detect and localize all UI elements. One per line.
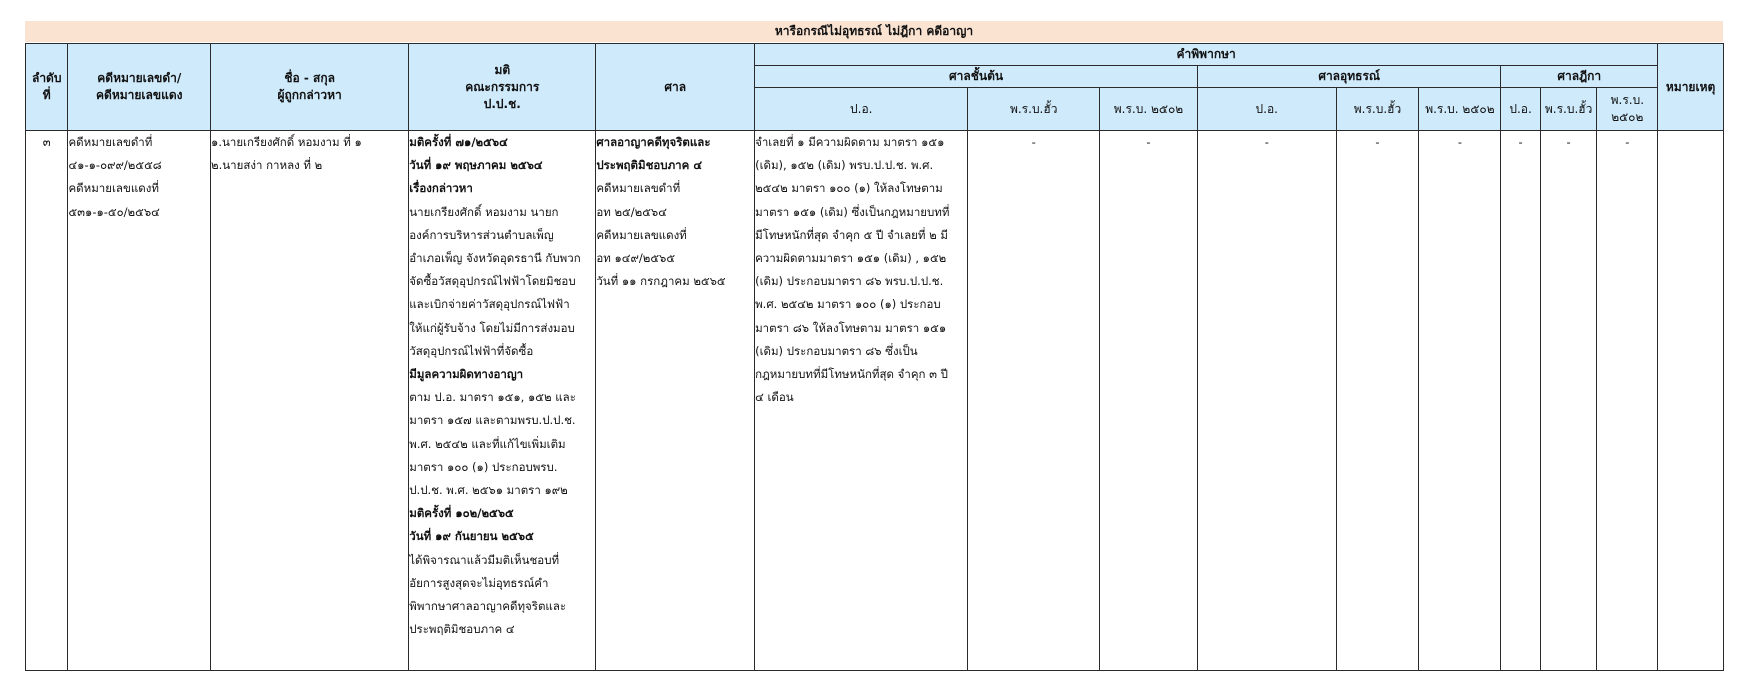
header-first-act-anti: พ.ร.บ.ฮั้ว (968, 88, 1099, 131)
resolution-date-1: วันที่ ๑๙ พฤษภาคม ๒๕๖๔ (409, 158, 543, 173)
header-nacc-resolution: มติ คณะกรรมการ ป.ป.ช. (409, 44, 596, 131)
table-banner-title: หารือกรณีไม่อุทธรณ์ ไม่ฎีกา คดีอาญา (25, 21, 1723, 42)
header-appeal-court: ศาลอุทธรณ์ (1198, 66, 1501, 88)
cell-remarks (1658, 131, 1724, 671)
cell-nacc-resolution (409, 131, 596, 671)
header-judgment: คำพิพากษา (755, 44, 1658, 66)
header-appeal-criminal-code: ป.อ. (1198, 88, 1337, 131)
cell-accused-name: ๑.นายเกรียงศักดิ์ หอมงาม ที่ ๑ ๒.นายสง่า กาหลง ที่ ๒ (211, 131, 409, 671)
header-appeal-act-anti: พ.ร.บ.ฮั้ว (1336, 88, 1419, 131)
header-first-court: ศาลชั้นต้น (755, 66, 1198, 88)
cell-court (596, 131, 755, 671)
header-first-criminal-code: ป.อ. (755, 88, 968, 131)
allegation-heading: เรื่องกล่าวหา (409, 181, 473, 196)
court-name: ศาลอาญาคดีทุจริตและ ประพฤติมิชอบภาค ๔ (596, 135, 711, 173)
header-accused-name: ชื่อ - สกุล ผู้ถูกกล่าวหา (211, 44, 409, 131)
header-supreme-act-anti: พ.ร.บ.ฮั้ว (1540, 88, 1597, 131)
table-row (26, 131, 1724, 671)
cell-supreme-act-anti: - (1540, 131, 1597, 671)
offense-heading: มีมูลความผิดทางอาญา (409, 367, 524, 382)
cell-appeal-criminal-code: - (1198, 131, 1337, 671)
header-supreme-court: ศาลฎีกา (1501, 66, 1658, 88)
header-supreme-criminal-code: ป.อ. (1501, 88, 1540, 131)
cell-appeal-act-anti: - (1336, 131, 1419, 671)
court-case-details: คดีหมายเลขดำที่ อท ๒๕/๒๕๖๔ คดีหมายเลขแดงที่ อท ๑๔๙/๒๕๖๕ วันที่ ๑๑ กรกฎาคม ๒๕๖๕ (596, 181, 726, 289)
cell-first-act-2502: - (1099, 131, 1197, 671)
cell-supreme-criminal-code: - (1501, 131, 1540, 671)
resolution-decision-text: ได้พิจารณาแล้วมีมติเห็นชอบที่ อัยการสูงสุดจะไม่อุทธรณ์คำ พิพากษาศาลอาญาคดีทุจริตและ ประพฤติมิชอบภาค ๔ (409, 552, 567, 637)
header-supreme-act-2502: พ.ร.บ. ๒๕๐๒ (1597, 88, 1658, 131)
header-case-number: คดีหมายเลขดำ/ คดีหมายเลขแดง (68, 44, 211, 131)
cell-first-act-anti: - (968, 131, 1099, 671)
cell-appeal-act-2502: - (1419, 131, 1501, 671)
header-remarks: หมายเหตุ (1658, 44, 1724, 131)
header-court: ศาล (596, 44, 755, 131)
offense-text: ตาม ป.อ. มาตรา ๑๕๑, ๑๕๒ และ มาตรา ๑๕๗ และตามพรบ.ป.ป.ช. พ.ศ. ๒๕๔๒ และที่แก้ไขเพิ่มเติม มาตรา ๑๐๐ (๑) ประกอบพรบ. ป.ป.ช. พ.ศ. ๒๕๖๑ มาตรา ๑๙๒ (409, 390, 576, 498)
case-table (25, 43, 1724, 671)
allegation-text: นายเกรียงศักดิ์ หอมงาม นายก องค์การบริหารส่วนตำบลเพ็ญ อำเภอเพ็ญ จังหวัดอุดรธานี กับพวก จัดซื้อวัสดุอุปกรณ์ไฟฟ้าโดยมิชอบ และเบิกจ่ายค่าวัสดุอุปกรณ์ไฟฟ้า ให้แก่ผู้รับจ้าง โดยไม่มีการส่งมอบ วัสดุอุปกรณ์ไฟฟ้าที่จัดซื้อ (409, 204, 581, 358)
cell-case-number: คดีหมายเลขดำที่ ๔๑-๑-๐๙๙/๒๕๕๘ คดีหมายเลขแดงที่ ๕๓๑-๑-๕๐/๒๕๖๔ (68, 131, 211, 671)
resolution-number-2: มติครั้งที่ ๑๐๒/๒๕๖๕ (409, 506, 514, 521)
header-first-act-2502: พ.ร.บ. ๒๕๐๒ (1099, 88, 1197, 131)
cell-first-criminal-code-judgment: จำเลยที่ ๑ มีความผิดตาม มาตรา ๑๕๑ (เดิม), ๑๕๒ (เดิม) พรบ.ป.ป.ช. พ.ศ. ๒๕๔๒ มาตรา ๑๐๐ (๑) ให้ลงโทษตาม มาตรา ๑๕๑ (เดิม) ซึ่งเป็นกฎหมายบทที่ มีโทษหนักที่สุด จำคุก ๕ ปี จำเลยที่ ๒ มี ความผิดตามมาตรา ๑๕๑ (เดิม) , ๑๕๒ (เดิม) ประกอบมาตรา ๘๖ พรบ.ป.ป.ช. พ.ศ. ๒๕๔๒ มาตรา ๑๐๐ (๑) ประกอบ มาตรา ๘๖ ให้ลงโทษตาม มาตรา ๑๕๑ (เดิม) ประกอบมาตรา ๘๖ ซึ่งเป็น กฎหมายบทที่มีโทษหนักที่สุด จำคุก ๓ ปี ๔ เดือน (755, 131, 968, 671)
header-seq: ลำดับ ที่ (26, 44, 68, 131)
cell-supreme-act-2502: - (1597, 131, 1658, 671)
resolution-date-2: วันที่ ๑๙ กันยายน ๒๕๖๕ (409, 529, 534, 544)
header-appeal-act-2502: พ.ร.บ. ๒๕๐๒ (1419, 88, 1501, 131)
resolution-number-1: มติครั้งที่ ๗๑/๒๕๖๔ (409, 135, 508, 149)
cell-seq: ๓ (26, 131, 68, 671)
